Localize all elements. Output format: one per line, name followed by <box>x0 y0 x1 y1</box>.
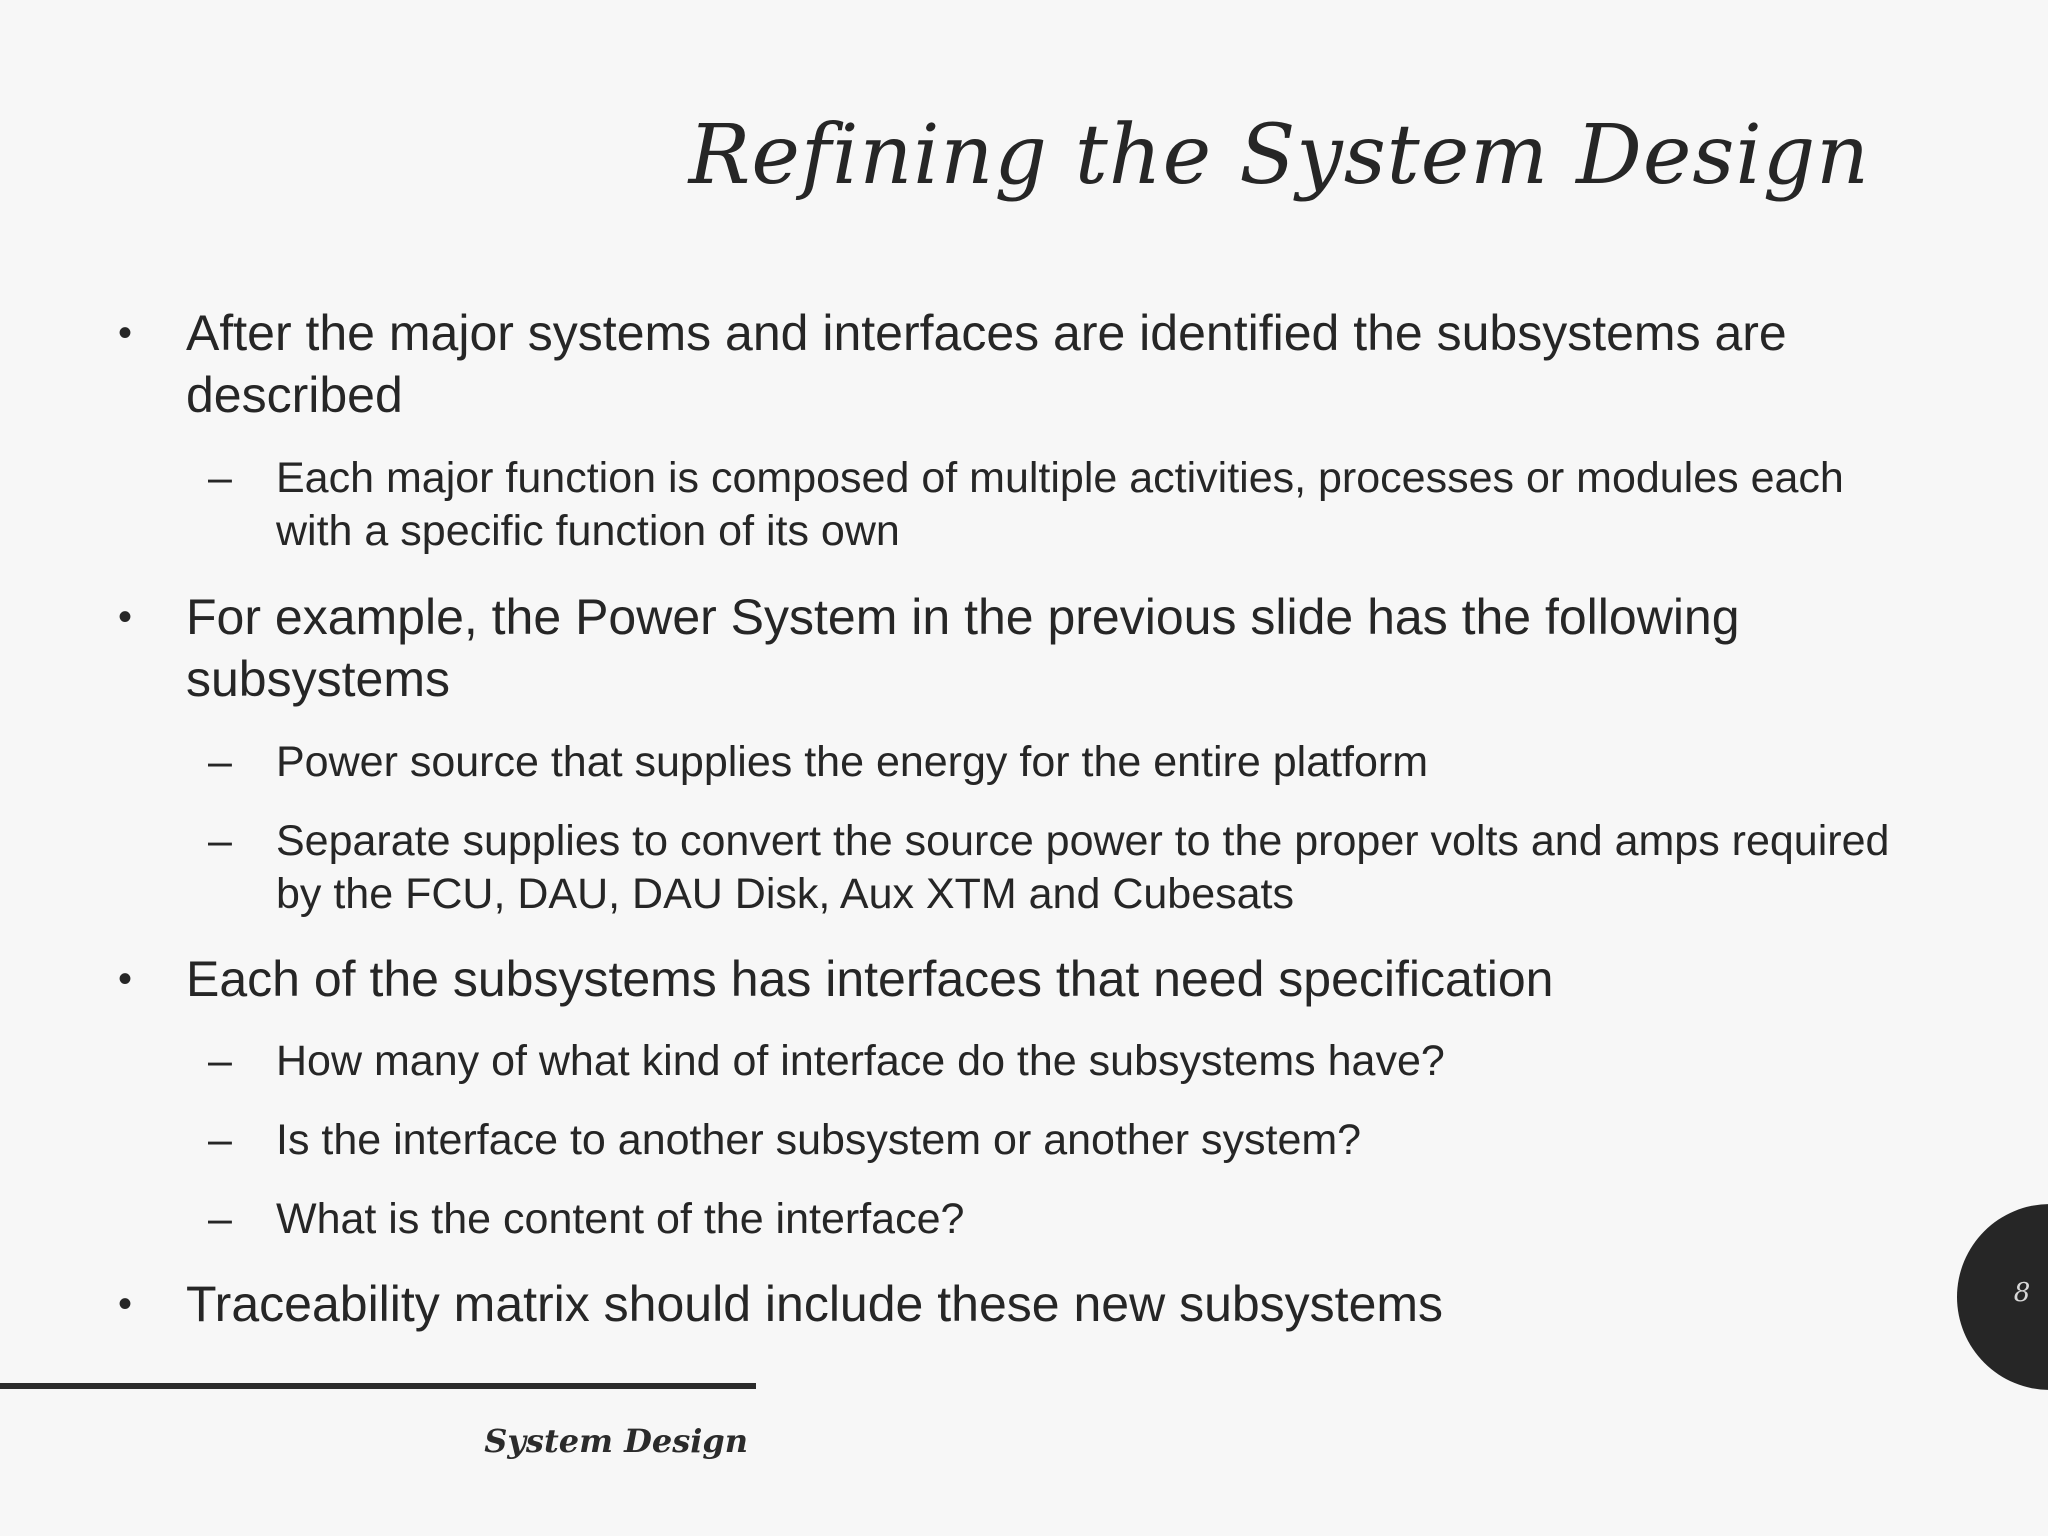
dash-icon: – <box>208 738 232 786</box>
bullet-icon: • <box>118 1282 133 1326</box>
sub-bullet-item <box>208 1193 1928 1246</box>
sub-bullet-text: Separate supplies to convert the source power to the proper volts and amps required by the FCU, DAU, DAU Disk, Aux XTM and Cubesats <box>276 817 1890 918</box>
sub-bullet-item <box>208 1035 1928 1088</box>
bullet-item <box>118 302 1918 426</box>
sub-bullet-text: Each major function is composed of multiple activities, processes or modules each with a specific function of its own <box>276 454 1844 555</box>
bullet-icon: • <box>118 595 133 639</box>
footer-divider <box>0 1383 756 1389</box>
sub-bullet-text: Is the interface to another subsystem or another system? <box>276 1116 1362 1164</box>
page-number: 8 <box>2013 1278 2031 1308</box>
bullet-item <box>118 586 1918 710</box>
footer-label: System Design <box>484 1422 748 1460</box>
bullet-text: After the major systems and interfaces are identified the subsystems are described <box>186 305 1787 423</box>
bullet-item <box>118 948 1918 1010</box>
sub-bullet-item <box>208 815 1928 921</box>
sub-bullet-text: What is the content of the interface? <box>276 1195 965 1243</box>
slide-title: Refining the System Design <box>688 108 1870 203</box>
sub-bullet-item <box>208 1114 1928 1167</box>
bullet-icon: • <box>118 311 133 355</box>
sub-bullet-text: How many of what kind of interface do the subsystems have? <box>276 1037 1445 1085</box>
bullet-text: For example, the Power System in the previous slide has the following subsystems <box>186 589 1740 707</box>
bullet-text: Each of the subsystems has interfaces that need specification <box>186 951 1554 1007</box>
bullet-text: Traceability matrix should include these new subsystems <box>186 1276 1444 1332</box>
dash-icon: – <box>208 454 232 502</box>
dash-icon: – <box>208 1195 232 1243</box>
sub-bullet-text: Power source that supplies the energy for the entire platform <box>276 738 1429 786</box>
dash-icon: – <box>208 1037 232 1085</box>
bullet-icon: • <box>118 957 133 1001</box>
sub-bullet-item <box>208 736 1928 789</box>
sub-bullet-item <box>208 452 1928 558</box>
dash-icon: – <box>208 817 232 865</box>
bullet-item <box>118 1273 1918 1335</box>
dash-icon: – <box>208 1116 232 1164</box>
